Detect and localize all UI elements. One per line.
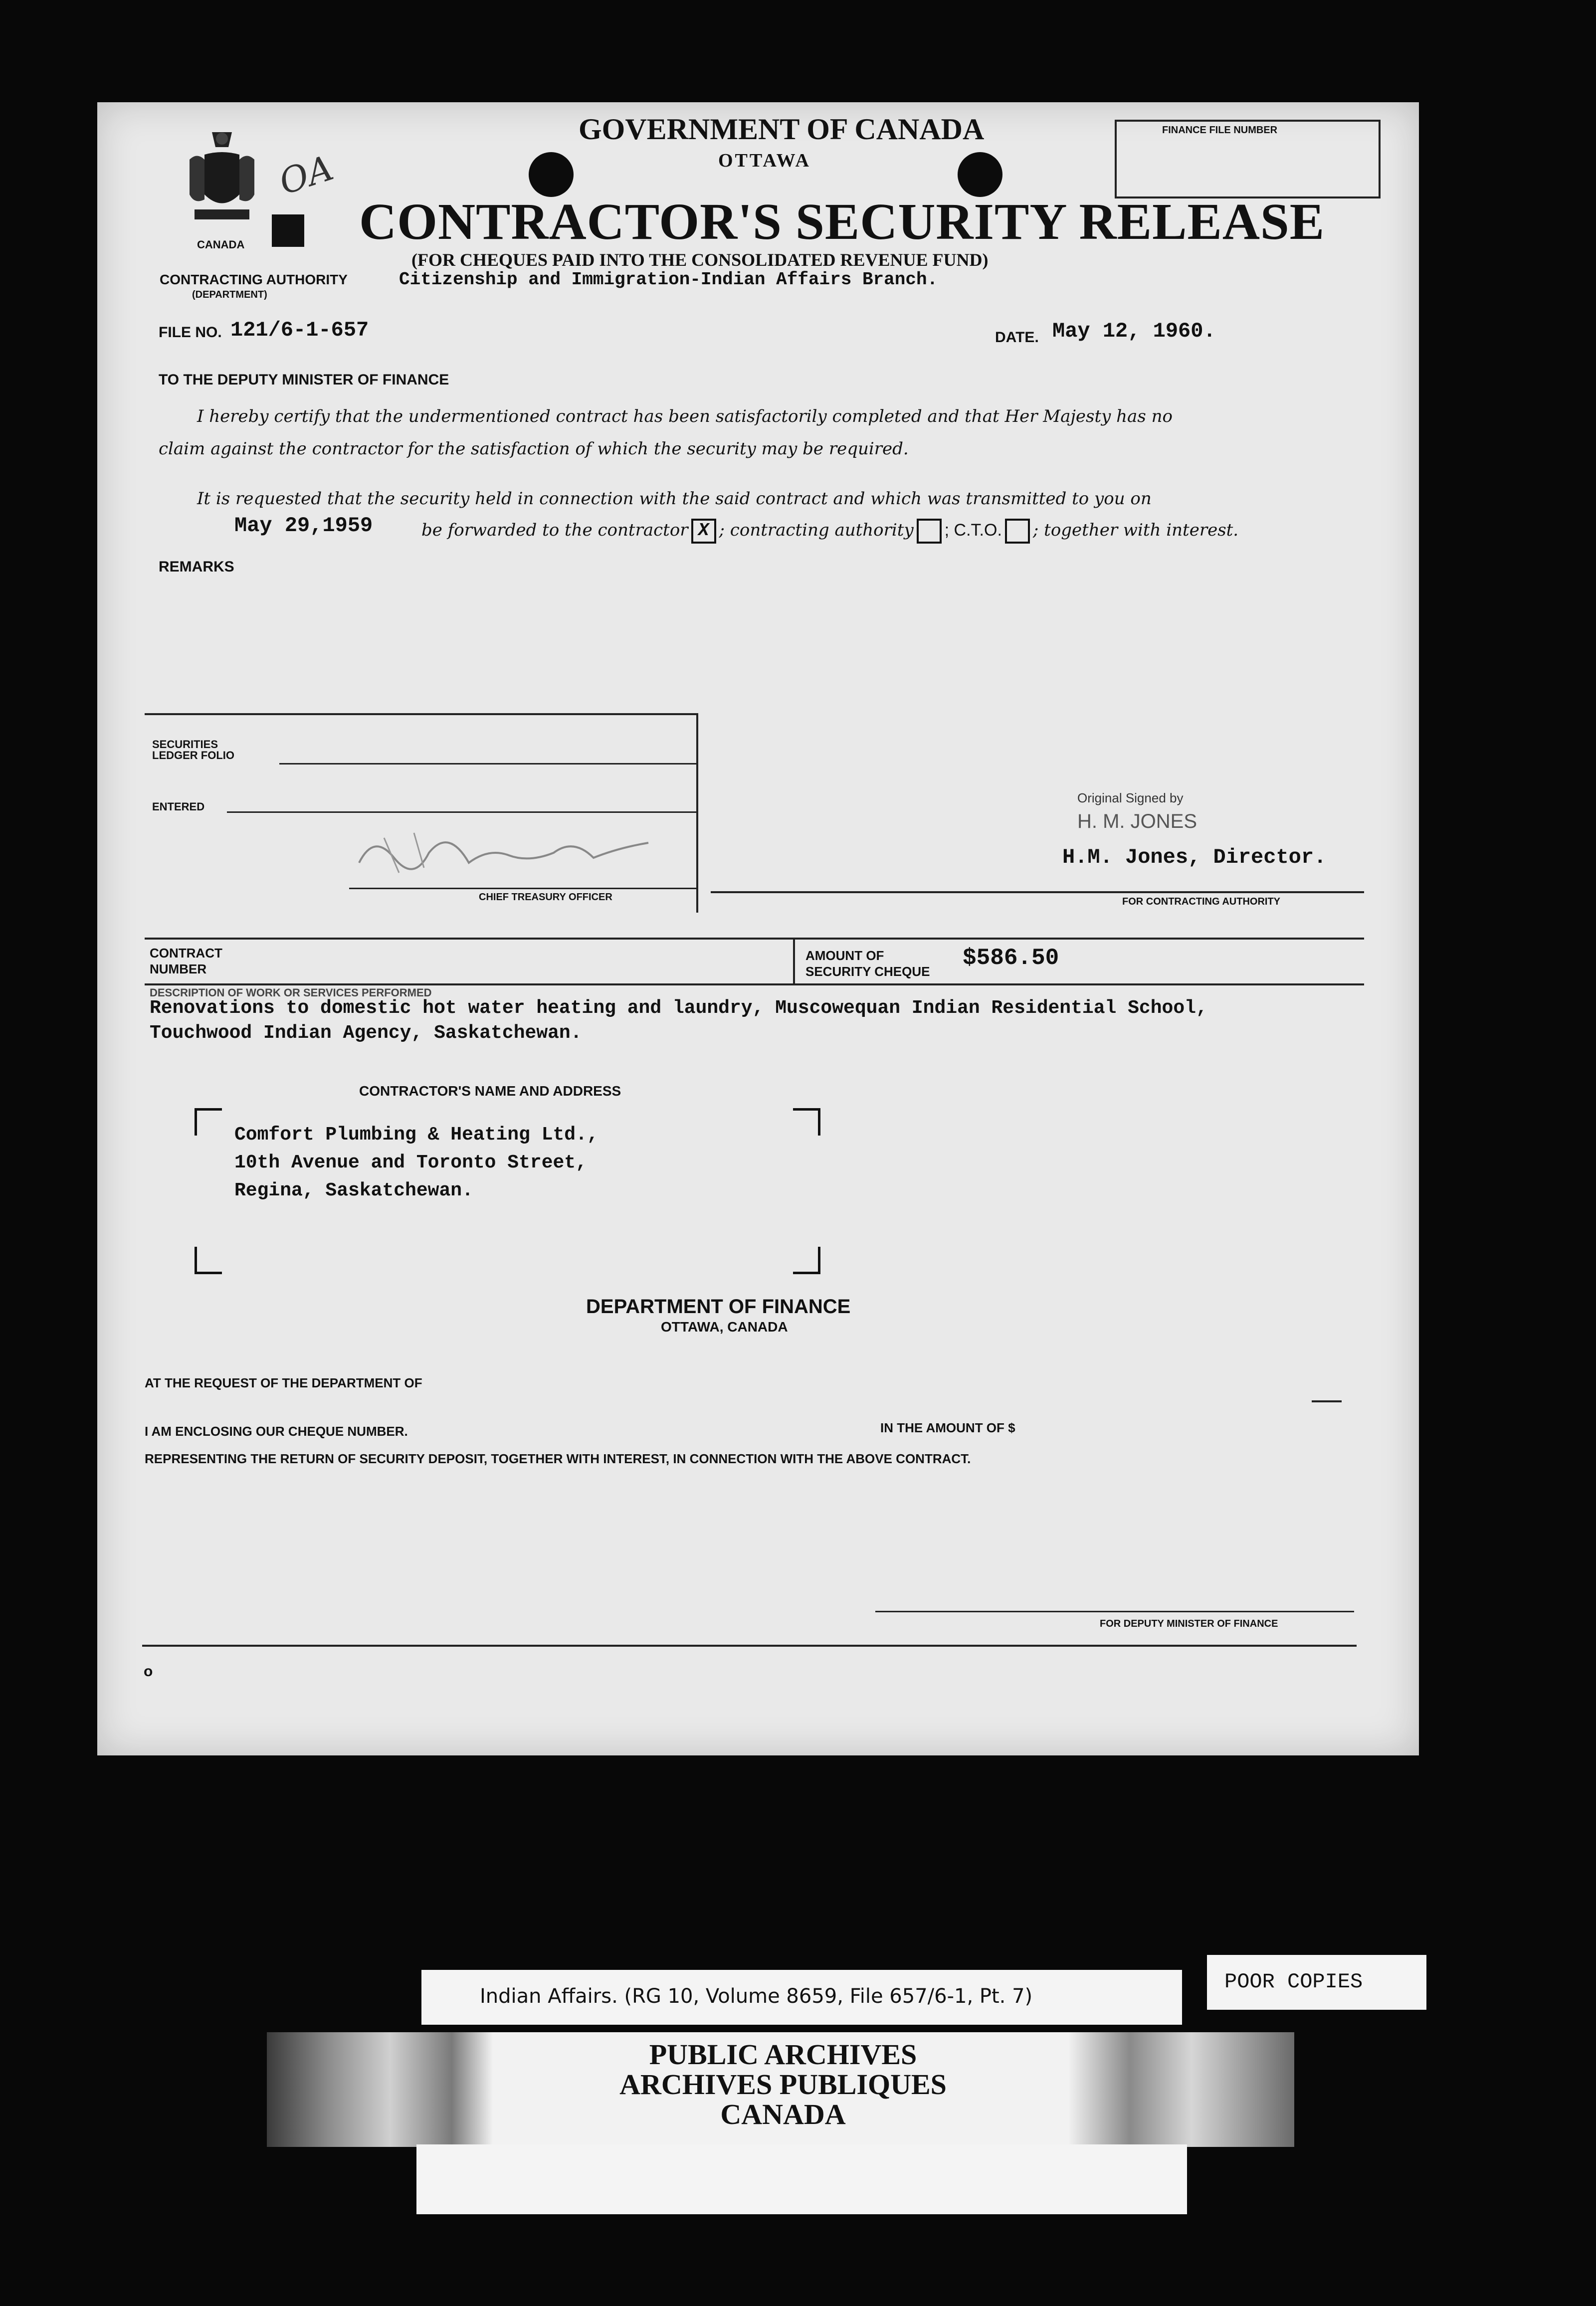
contracting-authority-value: Citizenship and Immigration-Indian Affairs Branch. — [399, 269, 938, 290]
entered-label: ENTERED — [152, 800, 205, 813]
address-corner-mark — [195, 1108, 222, 1136]
request-line-1: It is requested that the security held in connection with the said contract and which was transmitted to you on — [197, 489, 1152, 509]
remarks-label: REMARKS — [159, 559, 234, 575]
contractor-address — [234, 1121, 598, 1205]
poor-copies-label: POOR COPIES — [1224, 1970, 1363, 1994]
entered-line — [227, 811, 696, 813]
number-label: NUMBER — [150, 961, 207, 976]
signature-stamp-name: H. M. JONES — [1077, 810, 1197, 832]
coat-of-arms-caption: CANADA — [197, 238, 245, 251]
archive-citation: Indian Affairs. (RG 10, Volume 8659, File 657/6-1, Pt. 7) — [480, 1985, 1033, 2008]
for-deputy-minister-label: FOR DEPUTY MINISTER OF FINANCE — [1100, 1618, 1278, 1629]
contractor-checkbox[interactable]: X — [691, 519, 716, 544]
punch-hole — [529, 152, 574, 197]
cto-label: CHIEF TREASURY OFFICER — [479, 892, 612, 903]
securities-label: SECURITIES — [152, 738, 218, 751]
finance-heading: DEPARTMENT OF FINANCE — [586, 1296, 851, 1318]
security-cheque-label: SECURITY CHEQUE — [805, 964, 930, 979]
interest-text: ; together with interest. — [1032, 520, 1239, 540]
contract-row-top — [145, 938, 1364, 940]
form-title: CONTRACTOR'S SECURITY RELEASE — [359, 193, 1325, 250]
authority-signature-line — [711, 891, 1364, 893]
form-subtitle: (FOR CHEQUES PAID INTO THE CONSOLIDATED REVENUE FUND) — [411, 250, 989, 270]
contractor-street: 10th Avenue and Toronto Street, — [234, 1152, 587, 1173]
finance-file-number-label: FINANCE FILE NUMBER — [1162, 125, 1278, 136]
request-department-label: AT THE REQUEST OF THE DEPARTMENT OF — [145, 1375, 422, 1390]
address-corner-mark — [195, 1247, 222, 1274]
file-number-label: FILE NO. — [159, 324, 222, 341]
cto-checkbox[interactable] — [1005, 519, 1030, 544]
cheque-number-label: I AM ENCLOSING OUR CHEQUE NUMBER. — [145, 1424, 408, 1439]
public-archives-stamp — [466, 2040, 1100, 2129]
canada-text: CANADA — [720, 2098, 846, 2130]
original-signed-by: Original Signed by — [1077, 790, 1184, 805]
securities-ledger-label — [152, 739, 234, 761]
corner-mark: o — [144, 1663, 153, 1680]
handwritten-signature — [339, 818, 678, 883]
archive-strip-bottom — [416, 2144, 1187, 2214]
form-bottom-line — [142, 1645, 1357, 1647]
cto-text: ; C.T.O. — [944, 521, 1002, 540]
release-options — [421, 519, 1238, 544]
representing-statement: REPRESENTING THE RETURN OF SECURITY DEPOSIT, TOGETHER WITH INTEREST, IN CONNECTION WITH THE ABOVE CONTRACT. — [145, 1451, 971, 1466]
date-label: DATE. — [995, 329, 1039, 346]
signatory-name: H.M. Jones, Director. — [1062, 845, 1327, 869]
document-page — [97, 102, 1419, 1755]
address-corner-mark — [793, 1108, 820, 1136]
archives-publiques-text: ARCHIVES PUBLIQUES — [619, 2068, 947, 2101]
dash-mark — [1312, 1400, 1342, 1402]
security-cheque-amount: $586.50 — [963, 945, 1059, 971]
finance-subheading: OTTAWA, CANADA — [661, 1319, 788, 1335]
transmitted-date: May 29,1959 — [234, 514, 373, 538]
handwritten-mark: OA — [274, 147, 338, 203]
description-line-2: Touchwood Indian Agency, Saskatchewan. — [150, 1022, 582, 1044]
address-corner-mark — [793, 1247, 820, 1274]
date-value: May 12, 1960. — [1052, 319, 1216, 343]
contractor-name: Comfort Plumbing & Heating Ltd., — [234, 1124, 598, 1146]
for-contracting-authority-label: FOR CONTRACTING AUTHORITY — [1122, 896, 1281, 907]
certification-line-2: claim against the contractor for the satisfaction of which the security may be required. — [159, 439, 909, 459]
addressee: TO THE DEPUTY MINISTER OF FINANCE — [159, 372, 449, 388]
city-heading: OTTAWA — [718, 150, 811, 171]
cheque-amount-label: IN THE AMOUNT OF $ — [880, 1420, 1015, 1435]
department-sublabel: (DEPARTMENT) — [192, 289, 267, 300]
contract-row-divider — [793, 938, 795, 985]
contract-label: CONTRACT — [150, 946, 222, 961]
amount-of-label: AMOUNT OF — [805, 948, 884, 963]
ledger-folio-line — [279, 763, 696, 765]
ink-blot — [272, 214, 304, 247]
contractor-address-label: CONTRACTOR'S NAME AND ADDRESS — [359, 1083, 621, 1099]
government-heading: GOVERNMENT OF CANADA — [579, 113, 985, 146]
contract-row-bottom — [145, 983, 1364, 985]
contractor-city: Regina, Saskatchewan. — [234, 1180, 473, 1201]
coat-of-arms-icon — [185, 125, 259, 239]
forwarded-to-text: be forwarded to the contractor — [421, 520, 688, 540]
contracting-authority-label: CONTRACTING AUTHORITY — [160, 272, 348, 287]
contracting-authority-checkbox[interactable] — [917, 519, 942, 544]
file-number-value: 121/6-1-657 — [230, 318, 369, 342]
finance-signature-line — [875, 1611, 1354, 1612]
punch-hole — [958, 152, 1002, 197]
certification-line-1: I hereby certify that the undermentioned contract has been satisfactorily completed and that Her Majesty has no — [197, 406, 1173, 426]
contract-number-label — [150, 945, 222, 977]
description-line-1: Renovations to domestic hot water heating and laundry, Muscowequan Indian Residential School, — [150, 997, 1207, 1019]
public-archives-text: PUBLIC ARCHIVES — [649, 2038, 917, 2071]
cto-signature-line — [349, 888, 696, 889]
ledger-box-right — [696, 713, 698, 913]
description-label: DESCRIPTION OF WORK OR SERVICES PERFORMED — [150, 986, 432, 999]
amount-label — [805, 948, 930, 979]
contracting-authority-text: ; contracting authority — [719, 520, 914, 540]
ledger-folio-label: LEDGER FOLIO — [152, 749, 234, 762]
ledger-box-top — [145, 713, 698, 715]
